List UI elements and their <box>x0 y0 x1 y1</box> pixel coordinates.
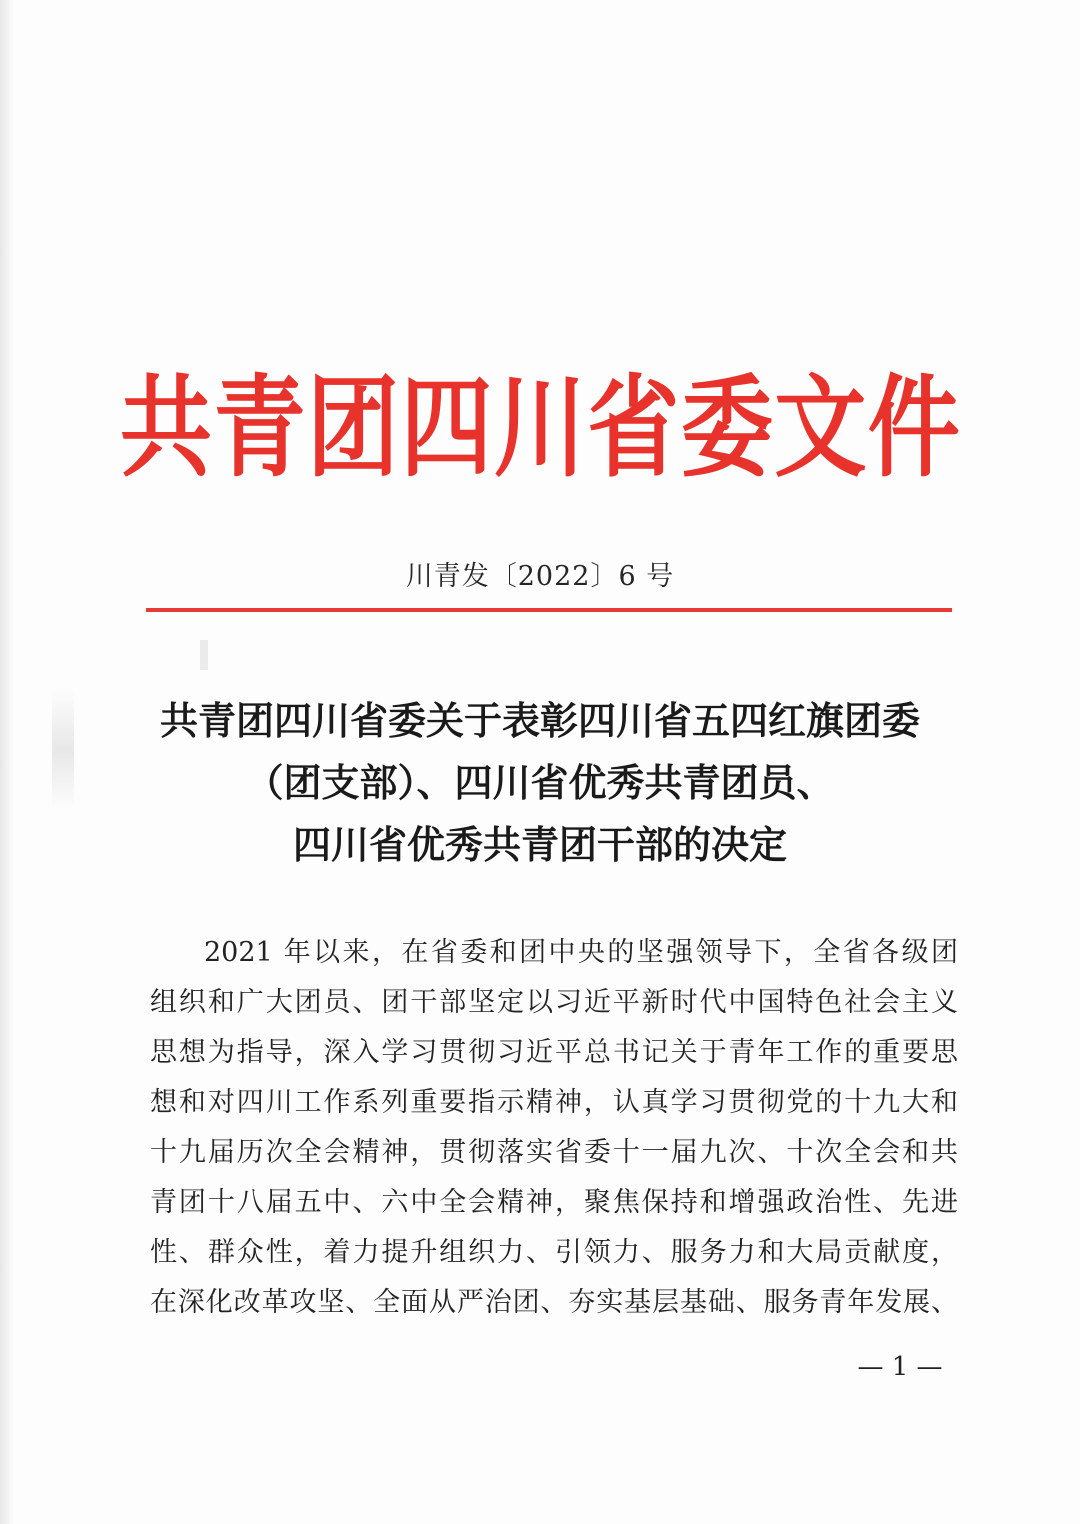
title-line: （团支部）、四川省优秀共青团员、 <box>245 761 835 805</box>
masthead-char: 文 <box>774 364 867 493</box>
body-line: 十九届历次全会精神，贯彻落实省委十一届九次、十次全会和共 <box>150 1137 958 1168</box>
body-line: 想和对四川工作系列重要指示精神，认真学习贯彻党的十九大和 <box>150 1087 958 1118</box>
masthead-char: 四 <box>400 364 493 493</box>
body-text <box>150 928 958 1328</box>
scan-artifact-small <box>200 640 208 670</box>
masthead-char: 青 <box>213 364 306 493</box>
masthead-char: 件 <box>867 364 960 493</box>
red-divider-line <box>146 608 952 612</box>
red-masthead <box>120 345 960 513</box>
scan-shadow-edge <box>0 0 14 1524</box>
scan-artifact <box>52 690 74 810</box>
masthead-char: 共 <box>120 364 213 493</box>
masthead-char: 省 <box>587 364 680 493</box>
body-line: 青团十八届五中、六中全会精神，聚焦保持和增强政治性、先进 <box>150 1187 958 1218</box>
masthead-char: 团 <box>306 364 399 493</box>
title-line: 共青团四川省委关于表彰四川省五四红旗团委 <box>159 699 920 743</box>
masthead-char: 川 <box>493 364 586 493</box>
title-line: 四川省优秀共青团干部的决定 <box>292 823 787 867</box>
page-number: — 1 — <box>857 1352 943 1382</box>
document-number: 川青发〔2022〕6 号 <box>405 561 675 592</box>
body-line: 2021 年以来，在省委和团中央的坚强领导下，全省各级团 <box>204 937 958 968</box>
body-line: 在深化改革攻坚、全面从严治团、夯实基层基础、服务青年发展、 <box>150 1287 958 1318</box>
document-title <box>120 690 960 876</box>
body-line: 性、群众性，着力提升组织力、引领力、服务力和大局贡献度， <box>150 1237 958 1268</box>
body-line: 组织和广大团员、团干部坚定以习近平新时代中国特色社会主义 <box>150 987 958 1018</box>
body-line: 思想为指导，深入学习贯彻习近平总书记关于青年工作的重要思 <box>150 1037 958 1068</box>
masthead-char: 委 <box>680 364 773 493</box>
